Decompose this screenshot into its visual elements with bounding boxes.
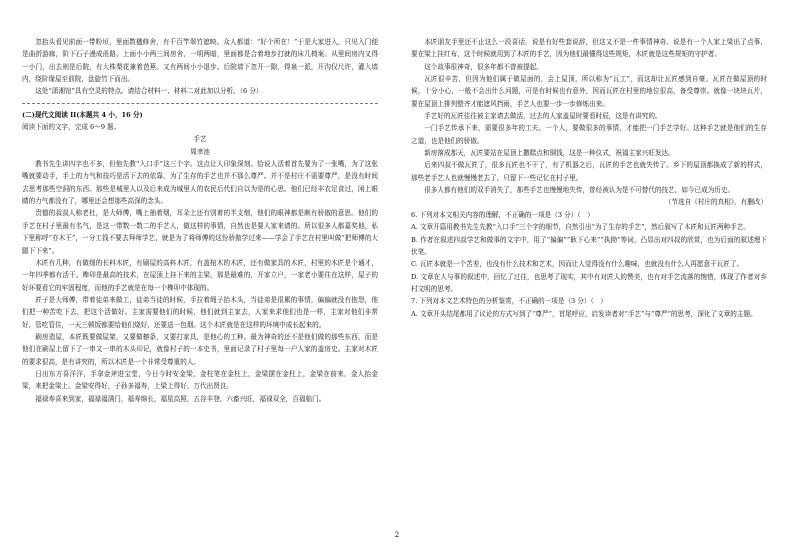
- option-d: D. 文章在人与事的叙述中，回忆了过往，也思考了现实，其中有对匠人的赞美，也有对手艺流落的惋惜，体现了作者对乡村文明的思考。: [411, 272, 767, 293]
- story-title: 手艺: [193, 135, 207, 144]
- story-paragraph: 木匠有几种，有做细的长料木匠，有刷屋的高料木匠，有盖棺木的木匠，还有做家具的木匠，村里的木匠是个通才，一年四季都有活干。榫卯是最高的技术，在屋顶上挂下来的主梁，那是最难的，开家立户，一家老小要住在这样，屋子的好坏要看它的牢固程度，而他的手艺就是在每一个榫卯中体现的。: [22, 258, 378, 292]
- story-paragraph: 福禄寿喜来到家，福禄福满门，福寿绵长，福星高照，五谷丰登，六畜兴旺，福禄双全，百福临门。: [35, 394, 326, 403]
- story-paragraph: 本匠朋友手里还不止这么一段喜话，说是有好些套说辞，但这又不是一件事情神奇。说是有一个人家上梁出了点事，要在梁上挂红布，这个时候就用到了木匠的手艺，因为他们最懂得这些规矩，木匠就是这些规矩的守护者。: [411, 38, 767, 59]
- page-number: 2: [394, 531, 400, 539]
- story-paragraph: 这个故事很神奇，很多年都不曾被提起。: [424, 62, 543, 71]
- story-paragraph: 后来四叔不做瓦匠了，很多瓦匠也不干了，有了机器之后，瓦匠的手艺也就失传了。乡下的屋顶都换成了新的样式，那些老手艺人也就慢慢老去了，只留下一些记忆在村子里。: [411, 161, 767, 182]
- left-column: [22, 36, 378, 405]
- story-paragraph: 日出东方喜洋洋，手拿金斧进宝堂，今日今时安金梁，金柱笔在金柱上，金梁摆在金柱上，金梁在前来，金人抬金梁，来把金梁上。金梁安得好，子孙多福寿，上梁上得好，万代出贤良。: [22, 369, 378, 391]
- story-paragraph: 很多人都有他们的双手消失了，那些手艺也慢慢地失传，曾经被认为是不可替代的技艺，如今已成为历史。: [424, 186, 735, 195]
- source-note: （节选自《村庄的真相》，有删改）: [664, 198, 767, 207]
- right-column: [411, 36, 767, 320]
- story-paragraph: 一门手艺传承下来，需要很多年的工夫。一个人，要做很多的事情，才能把一门手艺学好。这种手艺就是他们的生存之道，也是他们的骄傲。: [411, 124, 767, 145]
- question-6: 6. 下列对本文相关内容的理解，不正确的一项是（3 分）（ ）: [411, 210, 594, 219]
- story-paragraph: 刷房造屋，本匠既要做屋架，又要做檩条，又要打家具，是他心的工种。最为神奇的还不是他们做的那些东西，而是他们在刷屋上留下了一串又一串的木头印记，就像村子的一本史书，里面记录了村子里每一户人家的盖房史。主家对木匠的要求很高，是有讲究的，所以木匠是一个非常受尊重的人。: [22, 332, 378, 366]
- section-header: (二)现代文阅读 II(本题共 4 小，16 分): [22, 110, 143, 119]
- story-paragraph: 贵德的叔叔人称老杜，是大师傅，嘴上抽着烟，耳朵上还有别着的半支烟，他们的眼神都是颇有骄傲的意思。他们的手艺在村子里最有名气，是这一带数一数二的手艺人，做这样的事情，自然也是要人家来请的。所以很多人都嘉奖他，私下里称呼“亦木王”，一分工钱不要去拜师学艺，就是为了将师傅的这份骄傲学过来——学会了手艺在村里叫做“把师傅的大腿下下来”。: [22, 209, 378, 255]
- section-divider: [22, 103, 378, 104]
- story-paragraph: 匠子是大师傅，带着徒弟来做工，徒弟当徒的时候，手拉着绳子抬木头，当徒弟是很累的事情，偏偏就没有抱怨，他们把一种苦吃下去，把这个活做好。主家需要他们的时候，他们就到主家去，人家来求他们也是一样，主家对他们非常好，管吃管住，一天三顿饭都要给他们烧好，还要送一包烟。这个木匠就是在这样的环境中成长起来的。: [22, 295, 378, 329]
- option-c: C. 瓦匠本就是一个苦差，也没有什么技术和艺术，因而让人觉得没有什么趣味，也就没有什么人再愿意干瓦匠了。: [411, 260, 744, 269]
- story-paragraph: 教书先生讲四字也不多，但他先教“入口手”这三个字。这点让人印象深刻。恰说人活着首先要为了一张嘴，为了这张嘴就要动手，手上的力气和技巧是活下去的依靠，为了生存的手艺也并不那么尊严。并不是村庄不需要尊严，是没有时间去思考那些空洞的东西。那些是城里人以及后来成为城里人的农民后代们自以为是的心思。他们已经丰衣足食过，闲上眼睛的力气都没有了，哪里还会想那些高深的念头。: [22, 160, 378, 206]
- intro-paragraph: 忽抬头看见前面一带粉垣，里面数楹修舍，有千百竿翠竹遮映。众人都道：“好个所在！”于是大家进入，只见入门便是曲折游廊，阶下石子漫成甬路。上面小小两三间房舍，一明两暗，里面都是合着地步打就的床几椅案。从里间房内又得一小门，出去则是后院，有大株梨花兼着芭蕉。又有两间小小退步。后院墙下忽开一隙，得泉一派，开沟仅尺许，灌入墙内，绕阶缘屋至前院，盘旋竹下而出。: [22, 38, 378, 84]
- option-b: B. 作者在叙述四叔学艺和做事的文字中，用了“偏偏”“耿下心来”“执拗”等词，凸显出对四叔的欣赏，也为后面的叙述埋下伏笔。: [411, 235, 767, 256]
- intro-question: 这处“潇湘馆”具有空灵的特点。请结合材料一、材料二对此加以分析。（6 分）: [35, 87, 263, 96]
- question-7: 7. 下列对本文艺术特色的分析鉴赏，不正确的一项是（3 分）（ ）: [411, 297, 608, 306]
- option-a: A. 文章开头结尾都用了议论的方式写到了“尊严”，首尾呼应，启发读者对“手艺”与“尊严”的思考，深化了文章的主题。: [411, 309, 757, 318]
- instruction-text: 阅读下面的文字，完成 6～9 题。: [22, 123, 121, 132]
- option-a: A. 文章开篇用教书先生先教“入口手”三个字的细节，自然引出“为了生存的手艺”，然后叙写了木匠和瓦匠两种手艺。: [411, 223, 750, 232]
- story-paragraph: 手艺好的瓦匠往往被主家请去做活，过去的人家盖屋时要看时辰，这是有讲究的。: [424, 112, 662, 121]
- story-author: 周聿池: [190, 147, 210, 156]
- story-paragraph: 瓦匠很辛苦，但因为他们属于做屋面的，会上屋顶，所以称为“瓦工”，而这却让瓦匠感到自豪。瓦匠在做屋顶的时候，十分小心，一般不会出什么问题，可是有时候也有意外，因而瓦匠在村里的地位很高，备受尊崇。就像一块块瓦片，要在屋顶上排列整齐才能遮风挡雨，手艺人也要一步一步修炼出来。: [411, 75, 767, 108]
- story-paragraph: 新房落成那天，瓦匠要站在屋顶上撒糕点和铜钱，这是一种仪式，祝福主家兴旺发达。: [424, 149, 675, 158]
